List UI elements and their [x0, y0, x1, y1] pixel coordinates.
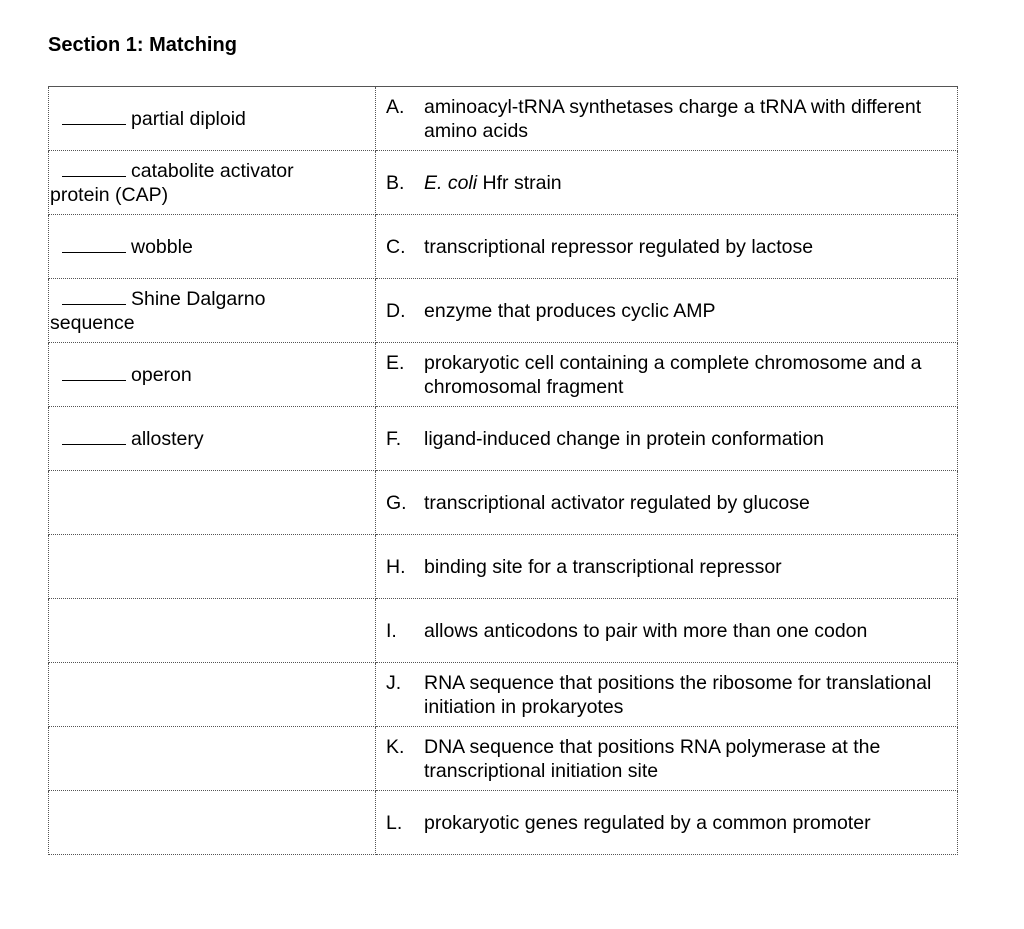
- empty-term-cell: [49, 471, 376, 535]
- answer-blank[interactable]: [62, 107, 126, 125]
- term-item: [62, 235, 375, 259]
- definition-letter: A.: [386, 95, 405, 118]
- definition-letter: G.: [386, 491, 407, 514]
- table-row: [49, 791, 958, 855]
- definition-cell: [376, 791, 958, 855]
- definition-cell: [376, 279, 958, 343]
- definition-letter: C.: [386, 235, 406, 258]
- definition-text: transcriptional repressor regulated by lactose: [424, 235, 814, 258]
- definition-text: allows anticodons to pair with more than one codon: [424, 619, 868, 642]
- term-cell: [49, 151, 376, 215]
- term-label: partial diploid: [131, 107, 246, 130]
- definition-letter: B.: [386, 171, 405, 194]
- table-row: [49, 279, 958, 343]
- definition-cell: [376, 471, 958, 535]
- definition-cell: [376, 535, 958, 599]
- term-item: [62, 427, 375, 451]
- definition-text: RNA sequence that positions the ribosome for translational initiation in prokaryotes: [424, 671, 932, 718]
- term-cell: [49, 343, 376, 407]
- section-title: Section 1: Matching: [48, 34, 237, 56]
- definition-letter: J.: [386, 671, 402, 694]
- term-label: wobble: [131, 235, 193, 258]
- definition-item: [386, 491, 951, 515]
- table-row: [49, 727, 958, 791]
- term-item: [50, 159, 375, 207]
- empty-term-cell: [49, 599, 376, 663]
- term-item: [62, 363, 375, 387]
- definition-item: [386, 735, 951, 783]
- definition-item: [386, 619, 951, 643]
- definition-cell: [376, 87, 958, 151]
- term-label: operon: [131, 363, 192, 386]
- definition-item: [386, 671, 951, 719]
- definition-cell: [376, 151, 958, 215]
- term-cell: [49, 87, 376, 151]
- empty-term-cell: [49, 535, 376, 599]
- definition-letter: F.: [386, 427, 402, 450]
- definition-item: [386, 95, 951, 143]
- table-row: [49, 343, 958, 407]
- term-item: [62, 107, 375, 131]
- definition-text: prokaryotic genes regulated by a common promoter: [424, 811, 871, 834]
- term-cell: [49, 279, 376, 343]
- definition-cell: [376, 727, 958, 791]
- answer-blank[interactable]: [62, 427, 126, 445]
- definition-item: [386, 171, 951, 195]
- definition-text: binding site for a transcriptional repressor: [424, 555, 782, 578]
- definition-text-rest: Hfr strain: [477, 171, 562, 194]
- term-item: [50, 287, 375, 335]
- definition-item: [386, 811, 951, 835]
- table-row: [49, 599, 958, 663]
- term-label: Shine Dalgarno: [131, 287, 266, 310]
- definition-letter: K.: [386, 735, 405, 758]
- answer-blank[interactable]: [62, 159, 126, 177]
- definition-cell: [376, 407, 958, 471]
- definition-letter: E.: [386, 351, 405, 374]
- definition-text: enzyme that produces cyclic AMP: [424, 299, 716, 322]
- definition-text: prokaryotic cell containing a complete chromosome and a chromosomal fragment: [424, 351, 922, 398]
- definition-item: [386, 555, 951, 579]
- definition-letter: H.: [386, 555, 406, 578]
- table-row: [49, 407, 958, 471]
- term-cell: [49, 407, 376, 471]
- table-row: [49, 87, 958, 151]
- definition-item: [386, 427, 951, 451]
- answer-blank[interactable]: [62, 363, 126, 381]
- definition-text: ligand-induced change in protein conformation: [424, 427, 825, 450]
- table-row: [49, 535, 958, 599]
- definition-text: transcriptional activator regulated by glucose: [424, 491, 810, 514]
- matching-table: [48, 86, 958, 855]
- definition-letter: L.: [386, 811, 403, 834]
- table-row: [49, 215, 958, 279]
- term-label: catabolite activator: [131, 159, 294, 182]
- term-cell: [49, 215, 376, 279]
- definition-italic-text: E. coli: [424, 171, 478, 194]
- table-row: [49, 151, 958, 215]
- definition-letter: D.: [386, 299, 406, 322]
- definition-cell: [376, 215, 958, 279]
- definition-text: DNA sequence that positions RNA polymerase at the transcriptional initiation site: [424, 735, 881, 782]
- table-row: [49, 471, 958, 535]
- definition-text: [424, 171, 951, 195]
- answer-blank[interactable]: [62, 287, 126, 305]
- definition-cell: [376, 343, 958, 407]
- empty-term-cell: [49, 791, 376, 855]
- definition-text: aminoacyl-tRNA synthetases charge a tRNA with different amino acids: [424, 95, 922, 142]
- term-label-continued: sequence: [50, 311, 135, 334]
- definition-letter: I.: [386, 619, 397, 642]
- term-label-continued: protein (CAP): [50, 183, 169, 206]
- definition-cell: [376, 663, 958, 727]
- definition-item: [386, 299, 951, 323]
- empty-term-cell: [49, 663, 376, 727]
- table-row: [49, 663, 958, 727]
- term-label: allostery: [131, 427, 204, 450]
- definition-cell: [376, 599, 958, 663]
- empty-term-cell: [49, 727, 376, 791]
- definition-item: [386, 351, 951, 399]
- answer-blank[interactable]: [62, 235, 126, 253]
- definition-item: [386, 235, 951, 259]
